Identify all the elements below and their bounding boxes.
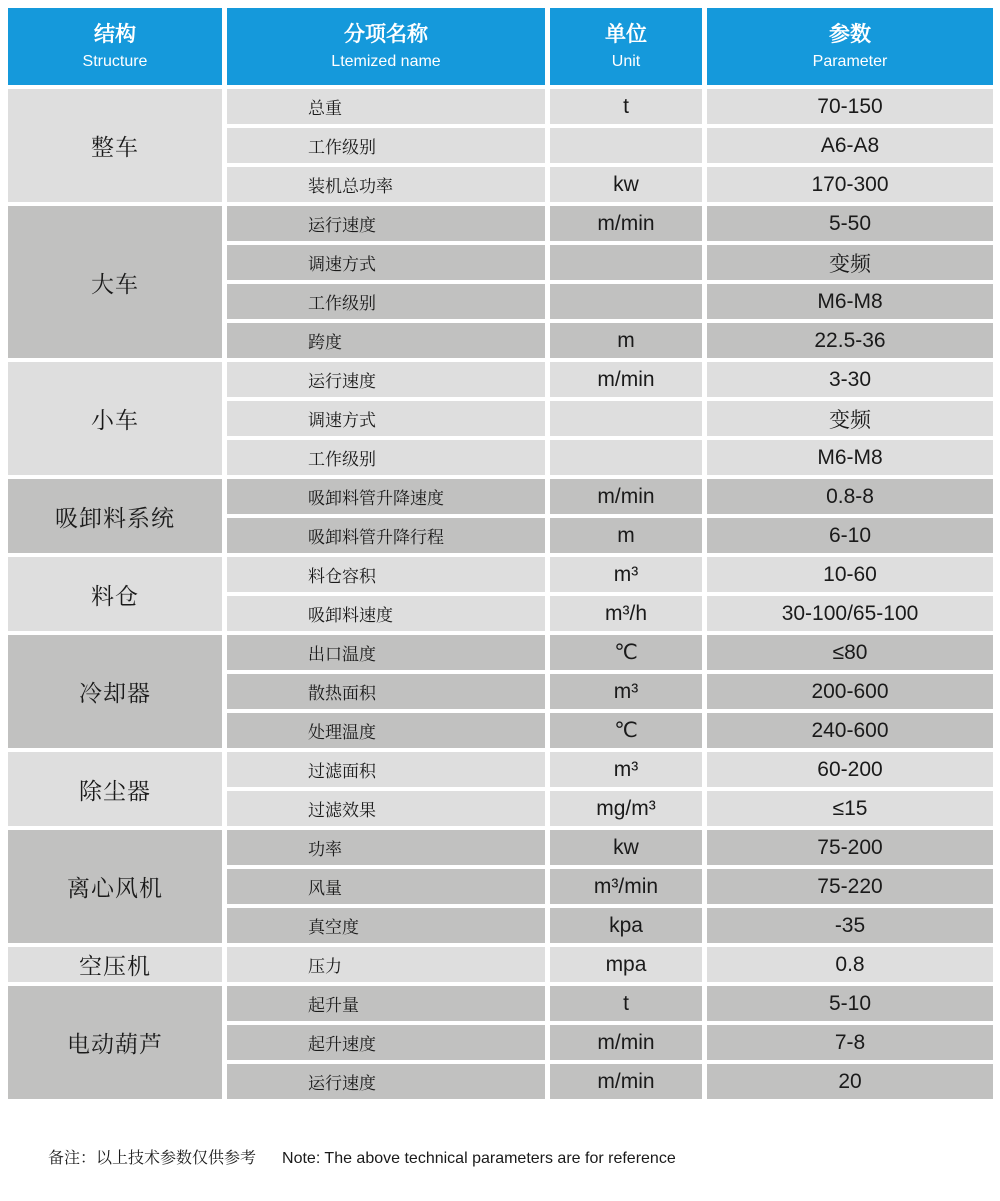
- unit-cell: m/min: [550, 362, 702, 397]
- table-row: [8, 752, 993, 787]
- table-row: [8, 947, 993, 982]
- unit-cell: [550, 440, 702, 475]
- param-cell: 60-200: [707, 752, 993, 787]
- structure-cell: 离心风机: [8, 830, 222, 943]
- unit-cell: kw: [550, 830, 702, 865]
- param-cell: 10-60: [707, 557, 993, 592]
- header-structure-zh: 结构: [94, 23, 136, 47]
- structure-cell: 除尘器: [8, 752, 222, 826]
- param-cell: 0.8: [707, 947, 993, 982]
- header-row: [8, 8, 993, 85]
- item-name-cell: 装机总功率: [227, 167, 545, 202]
- item-name-cell: 过滤效果: [227, 791, 545, 826]
- param-cell: 6-10: [707, 518, 993, 553]
- item-name-cell: 过滤面积: [227, 752, 545, 787]
- unit-cell: m³: [550, 674, 702, 709]
- param-cell: 20: [707, 1064, 993, 1099]
- unit-cell: t: [550, 986, 702, 1021]
- unit-cell: m/min: [550, 479, 702, 514]
- param-cell: 75-220: [707, 869, 993, 904]
- item-name-cell: 散热面积: [227, 674, 545, 709]
- header-unit: [550, 8, 702, 85]
- item-name-cell: 工作级别: [227, 128, 545, 163]
- item-name-cell: 工作级别: [227, 284, 545, 319]
- header-parameter-en: Parameter: [812, 52, 888, 70]
- unit-cell: m³/h: [550, 596, 702, 631]
- param-cell: 200-600: [707, 674, 993, 709]
- table-row: [8, 362, 993, 397]
- table-row: [8, 986, 993, 1021]
- header-itemized-name-zh: 分项名称: [344, 23, 428, 47]
- param-cell: 5-10: [707, 986, 993, 1021]
- param-cell: 0.8-8: [707, 479, 993, 514]
- header-parameter: [707, 8, 993, 85]
- unit-cell: [550, 401, 702, 436]
- table-row: [8, 206, 993, 241]
- item-name-cell: 真空度: [227, 908, 545, 943]
- unit-cell: m/min: [550, 206, 702, 241]
- param-cell: M6-M8: [707, 440, 993, 475]
- item-name-cell: 吸卸料速度: [227, 596, 545, 631]
- spec-table: [3, 4, 998, 1103]
- param-cell: 70-150: [707, 89, 993, 124]
- param-cell: 30-100/65-100: [707, 596, 993, 631]
- param-cell: ≤15: [707, 791, 993, 826]
- structure-cell: 小车: [8, 362, 222, 475]
- structure-cell: 冷却器: [8, 635, 222, 748]
- table-row: [8, 479, 993, 514]
- header-structure-en: Structure: [82, 52, 148, 70]
- item-name-cell: 调速方式: [227, 401, 545, 436]
- item-name-cell: 压力: [227, 947, 545, 982]
- param-cell: 变频: [707, 401, 993, 436]
- item-name-cell: 工作级别: [227, 440, 545, 475]
- item-name-cell: 运行速度: [227, 206, 545, 241]
- item-name-cell: 吸卸料管升降行程: [227, 518, 545, 553]
- param-cell: ≤80: [707, 635, 993, 670]
- param-cell: 240-600: [707, 713, 993, 748]
- item-name-cell: 起升量: [227, 986, 545, 1021]
- structure-cell: 吸卸料系统: [8, 479, 222, 553]
- table-row: [8, 89, 993, 124]
- item-name-cell: 运行速度: [227, 362, 545, 397]
- item-name-cell: 风量: [227, 869, 545, 904]
- param-cell: 3-30: [707, 362, 993, 397]
- unit-cell: [550, 245, 702, 280]
- param-cell: 5-50: [707, 206, 993, 241]
- item-name-cell: 跨度: [227, 323, 545, 358]
- structure-cell: 大车: [8, 206, 222, 358]
- unit-cell: m/min: [550, 1064, 702, 1099]
- unit-cell: m: [550, 323, 702, 358]
- item-name-cell: 起升速度: [227, 1025, 545, 1060]
- param-cell: 22.5-36: [707, 323, 993, 358]
- param-cell: 变频: [707, 245, 993, 280]
- footer-note: [48, 1145, 1000, 1168]
- header-itemized-name-en: Ltemized name: [331, 52, 441, 70]
- unit-cell: m³/min: [550, 869, 702, 904]
- structure-cell: 空压机: [8, 947, 222, 982]
- param-cell: M6-M8: [707, 284, 993, 319]
- param-cell: -35: [707, 908, 993, 943]
- item-name-cell: 运行速度: [227, 1064, 545, 1099]
- param-cell: 170-300: [707, 167, 993, 202]
- structure-cell: 电动葫芦: [8, 986, 222, 1099]
- unit-cell: ℃: [550, 635, 702, 670]
- unit-cell: m: [550, 518, 702, 553]
- footer-note-zh: 备注：以上技术参数仅供参考: [48, 1150, 257, 1167]
- header-itemized-name: [227, 8, 545, 85]
- table-row: [8, 830, 993, 865]
- param-cell: 75-200: [707, 830, 993, 865]
- footer-note-en: Note: The above technical parameters are for reference: [282, 1150, 676, 1167]
- table-row: [8, 557, 993, 592]
- unit-cell: m/min: [550, 1025, 702, 1060]
- structure-cell: 料仓: [8, 557, 222, 631]
- header-parameter-zh: 参数: [829, 23, 871, 47]
- item-name-cell: 料仓容积: [227, 557, 545, 592]
- header-structure: [8, 8, 222, 85]
- unit-cell: m³: [550, 752, 702, 787]
- item-name-cell: 处理温度: [227, 713, 545, 748]
- unit-cell: [550, 128, 702, 163]
- unit-cell: mg/m³: [550, 791, 702, 826]
- header-unit-zh: 单位: [605, 23, 647, 47]
- item-name-cell: 出口温度: [227, 635, 545, 670]
- header-unit-en: Unit: [611, 52, 641, 70]
- unit-cell: kw: [550, 167, 702, 202]
- item-name-cell: 总重: [227, 89, 545, 124]
- item-name-cell: 吸卸料管升降速度: [227, 479, 545, 514]
- item-name-cell: 功率: [227, 830, 545, 865]
- table-row: [8, 635, 993, 670]
- unit-cell: t: [550, 89, 702, 124]
- param-cell: A6-A8: [707, 128, 993, 163]
- param-cell: 7-8: [707, 1025, 993, 1060]
- unit-cell: [550, 284, 702, 319]
- unit-cell: ℃: [550, 713, 702, 748]
- unit-cell: kpa: [550, 908, 702, 943]
- item-name-cell: 调速方式: [227, 245, 545, 280]
- unit-cell: mpa: [550, 947, 702, 982]
- structure-cell: 整车: [8, 89, 222, 202]
- unit-cell: m³: [550, 557, 702, 592]
